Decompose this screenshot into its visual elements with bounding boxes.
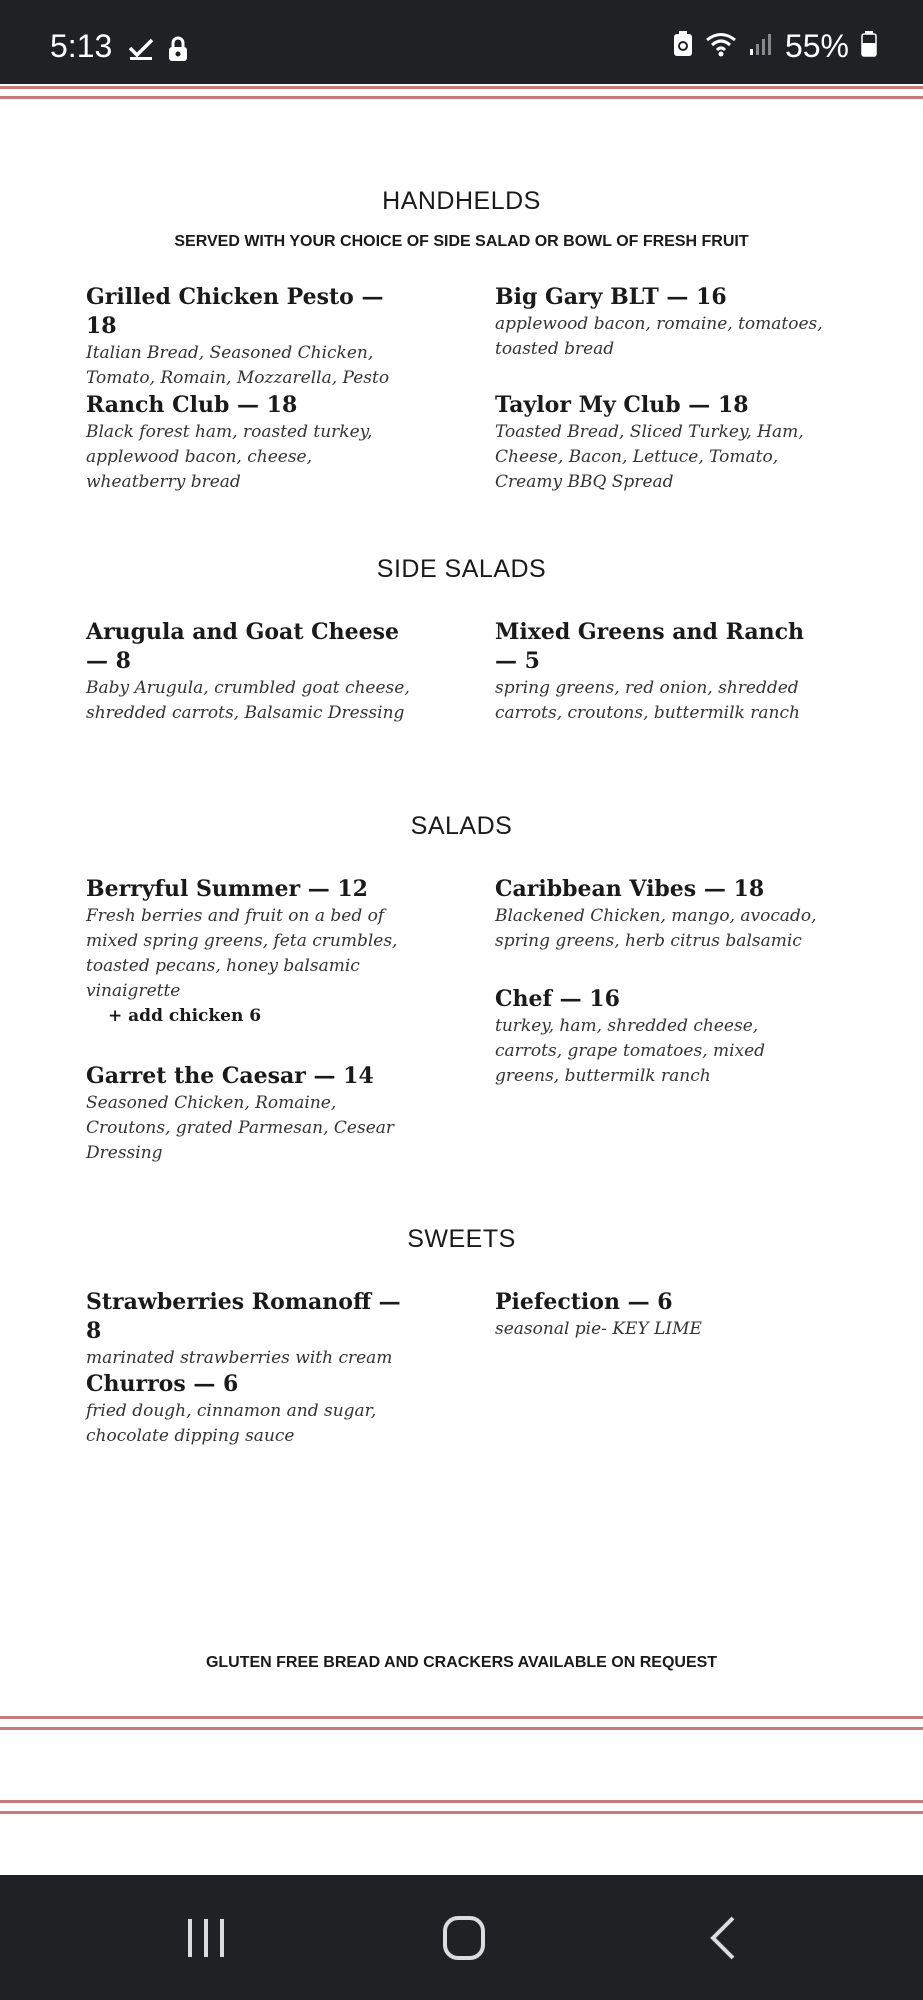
navigation-bar xyxy=(0,1875,923,2000)
item-desc: seasonal pie- KEY LIME xyxy=(495,1319,702,1339)
item-desc: turkey, ham, shredded cheese, carrots, grape tomatoes, mixed greens, buttermilk ranch xyxy=(495,1016,766,1086)
item-desc: Blackened Chicken, mango, avocado, spring greens, herb citrus balsamic xyxy=(495,906,817,951)
item-name: Taylor My Club — 18 xyxy=(495,392,749,418)
item-desc: marinated strawberries with cream xyxy=(86,1348,393,1368)
item-desc: spring greens, red onion, shredded carrots, croutons, buttermilk ranch xyxy=(495,678,800,723)
section-title-handhelds: HANDHELDS xyxy=(382,187,541,215)
battery-percent: 55% xyxy=(784,28,849,64)
menu-item xyxy=(86,391,416,495)
menu-item xyxy=(495,391,825,495)
menu-item xyxy=(495,875,825,954)
item-name: Grilled Chicken Pesto — 18 xyxy=(86,284,384,339)
item-name: Berryful Summer — 12 xyxy=(86,876,368,902)
item-desc: applewood bacon, romaine, tomatoes, toasted bread xyxy=(495,314,823,359)
item-name: Churros — 6 xyxy=(86,1371,239,1397)
top-stripe-2 xyxy=(0,96,923,99)
item-desc: fried dough, cinnamon and sugar, chocolate dipping sauce xyxy=(86,1401,377,1446)
item-name: Chef — 16 xyxy=(495,986,620,1012)
menu-item xyxy=(86,1370,416,1449)
item-addon: + add chicken 6 xyxy=(108,1006,262,1026)
item-desc: Toasted Bread, Sliced Turkey, Ham, Cheese, Bacon, Lettuce, Tomato, Creamy BBQ Spread xyxy=(495,422,804,492)
bottom-stripe-4 xyxy=(0,1811,923,1814)
bottom-stripe-1 xyxy=(0,1716,923,1719)
item-name: Piefection — 6 xyxy=(495,1289,673,1315)
item-name: Big Gary BLT — 16 xyxy=(495,284,727,310)
footer-note: GLUTEN FREE BREAD AND CRACKERS AVAILABLE ON REQUEST xyxy=(205,1654,718,1671)
menu-item xyxy=(495,283,825,362)
menu-item xyxy=(86,875,416,1029)
menu-item xyxy=(86,283,416,391)
item-desc: Fresh berries and fruit on a bed of mixed spring greens, feta crumbles, toasted pecans, honey balsamic vinaigrette xyxy=(86,906,398,1001)
item-name: Caribbean Vibes — 18 xyxy=(495,876,765,902)
section-subtitle-handhelds: SERVED WITH YOUR CHOICE OF SIDE SALAD OR BOWL OF FRESH FRUIT xyxy=(174,233,749,250)
bottom-stripe-2 xyxy=(0,1727,923,1730)
item-desc: Baby Arugula, crumbled goat cheese, shredded carrots, Balsamic Dressing xyxy=(86,678,410,723)
menu-item xyxy=(86,1062,416,1166)
back-icon[interactable] xyxy=(693,1913,753,1963)
item-name: Strawberries Romanoff — 8 xyxy=(86,1289,401,1344)
item-desc: Seasoned Chicken, Romaine, Croutons, grated Parmesan, Cesear Dressing xyxy=(86,1093,395,1163)
recent-apps-icon[interactable] xyxy=(176,1913,236,1963)
item-name: Arugula and Goat Cheese — 8 xyxy=(86,619,400,674)
menu-item xyxy=(495,985,825,1089)
menu-item xyxy=(86,618,416,726)
item-name: Mixed Greens and Ranch — 5 xyxy=(495,619,804,674)
item-desc: Black forest ham, roasted turkey, applewood bacon, cheese, wheatberry bread xyxy=(86,422,373,492)
menu-item xyxy=(86,1288,416,1371)
item-name: Ranch Club — 18 xyxy=(86,392,298,418)
section-title-side-salads: SIDE SALADS xyxy=(376,555,547,583)
bottom-stripe-3 xyxy=(0,1800,923,1803)
top-stripe-1 xyxy=(0,86,923,89)
item-desc: Italian Bread, Seasoned Chicken, Tomato, Romain, Mozzarella, Pesto xyxy=(86,343,390,388)
section-title-sweets: SWEETS xyxy=(407,1225,516,1253)
menu-item xyxy=(495,1288,825,1342)
status-time: 5:13 xyxy=(50,28,113,64)
section-title-salads: SALADS xyxy=(410,812,513,840)
home-icon[interactable] xyxy=(434,1913,494,1963)
item-name: Garret the Caesar — 14 xyxy=(86,1063,374,1089)
menu-item xyxy=(495,618,825,726)
